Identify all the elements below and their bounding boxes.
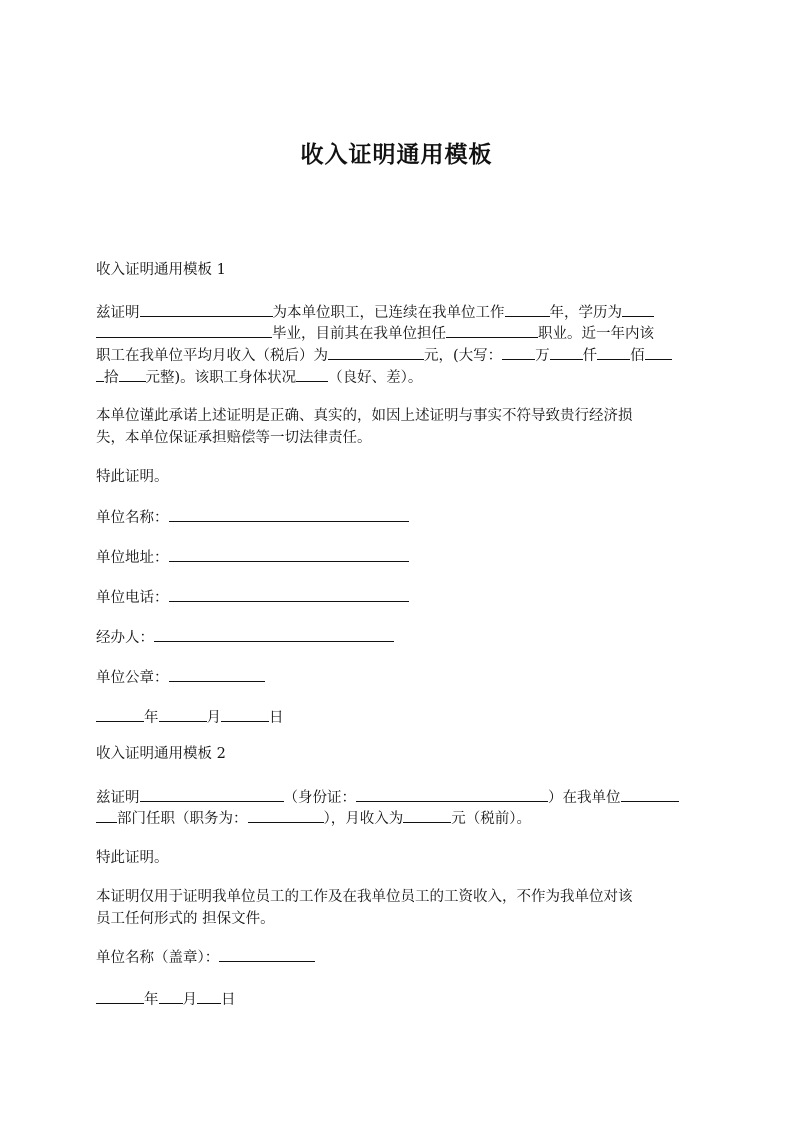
unit-name-seal-blank[interactable] [219, 946, 315, 962]
text-segment: 毕业，目前其在我单位担任 [272, 326, 446, 342]
section1-date-row [96, 706, 698, 729]
unit-name-seal-label: 单位名称（盖章）： [96, 950, 220, 966]
text-segment: 职工在我单位平均月收入（税后）为 [96, 348, 328, 364]
section1-special: 特此证明。 [96, 469, 169, 485]
unit-address-row [96, 546, 698, 569]
section2-para2-line2: 员工任何形式的 担保文件。 [96, 911, 275, 927]
text-segment: 拾 [104, 370, 119, 386]
text-segment: 兹证明 [96, 790, 140, 806]
text-segment: 佰 [630, 348, 645, 364]
section1-para2-line1: 本单位谨此承诺上述证明是正确、真实的，如因上述证明与事实不符导致贵行经济损 [96, 408, 633, 424]
section2-heading: 收入证明通用模板 2 [96, 746, 226, 762]
year-blank[interactable] [96, 706, 144, 722]
unit-phone-blank[interactable] [169, 586, 409, 602]
section1-para1-line4 [96, 366, 698, 389]
id-number-blank[interactable] [356, 786, 548, 802]
name-blank[interactable] [140, 301, 273, 317]
day-blank[interactable] [197, 988, 221, 1004]
page-title: 收入证明通用模板 [300, 142, 493, 168]
shi-blank[interactable] [645, 344, 672, 360]
department-blank[interactable] [621, 786, 679, 802]
handler-blank[interactable] [154, 626, 394, 642]
year-label: 年 [144, 992, 159, 1008]
unit-phone-label: 单位电话： [96, 590, 169, 606]
department-blank-cont[interactable] [96, 807, 117, 823]
education-blank[interactable] [622, 301, 654, 317]
month-blank[interactable] [159, 988, 183, 1004]
qian-blank[interactable] [550, 344, 583, 360]
section1-para1-line3 [96, 344, 698, 367]
section1-para1-line1 [96, 301, 698, 324]
unit-name-label: 单位名称： [96, 510, 169, 526]
text-segment: 元，(大写： [424, 348, 503, 364]
section1-para1-line2 [96, 322, 698, 345]
job-title-blank[interactable] [248, 807, 324, 823]
section2-para1-line1 [96, 786, 698, 809]
month-blank[interactable] [159, 706, 207, 722]
section2-date-row [96, 988, 698, 1011]
year-blank[interactable] [96, 988, 144, 1004]
text-segment: （良好、差）。 [328, 370, 423, 386]
section2-special: 特此证明。 [96, 850, 169, 866]
unit-name-seal-row [96, 946, 698, 969]
section1-heading: 收入证明通用模板 1 [96, 262, 226, 278]
text-segment: 年，学历为 [549, 305, 622, 321]
text-segment: 兹证明 [96, 305, 140, 321]
handler-row [96, 626, 698, 649]
bai-blank[interactable] [597, 344, 630, 360]
health-blank[interactable] [296, 366, 328, 382]
unit-name-row [96, 506, 698, 529]
yuan-blank[interactable] [119, 366, 146, 382]
shi-blank-cont[interactable] [96, 366, 104, 382]
section2-para2-line1: 本证明仅用于证明我单位员工的工作及在我单位员工的工资收入，不作为我单位对该 [96, 889, 633, 905]
day-blank[interactable] [221, 706, 269, 722]
text-segment: 万 [535, 348, 550, 364]
unit-name-blank[interactable] [169, 506, 409, 522]
text-segment: 职业。近一年内该 [538, 326, 654, 342]
text-segment: （身份证： [283, 790, 356, 806]
section1-para2-line2: 失，本单位保证承担赔偿等一切法律责任。 [96, 430, 372, 446]
unit-address-label: 单位地址： [96, 550, 169, 566]
education-blank-cont[interactable] [96, 322, 272, 338]
income-blank[interactable] [328, 344, 424, 360]
text-segment: 仟 [582, 348, 598, 364]
year-label: 年 [144, 710, 159, 726]
text-segment: 部门任职（职务为： [117, 811, 248, 827]
position-blank[interactable] [446, 322, 538, 338]
text-segment: ）在我单位 [548, 790, 621, 806]
day-label: 日 [221, 992, 236, 1008]
handler-label: 经办人： [96, 630, 154, 646]
name-blank[interactable] [140, 786, 284, 802]
text-segment: 元（税前）。 [451, 811, 531, 827]
month-label: 月 [182, 992, 197, 1008]
month-label: 月 [206, 710, 221, 726]
wan-blank[interactable] [502, 344, 535, 360]
seal-label: 单位公章： [96, 670, 169, 686]
seal-row [96, 666, 698, 689]
text-segment: 元整)。该职工身体状况 [145, 370, 297, 386]
unit-address-blank[interactable] [169, 546, 409, 562]
text-segment: 为本单位职工，已连续在我单位工作 [272, 305, 505, 321]
unit-phone-row [96, 586, 698, 609]
salary-blank[interactable] [403, 807, 451, 823]
day-label: 日 [269, 710, 284, 726]
seal-blank[interactable] [169, 666, 265, 682]
text-segment: ），月收入为 [323, 811, 404, 827]
years-blank[interactable] [505, 301, 550, 317]
section2-para1-line2 [96, 807, 698, 830]
